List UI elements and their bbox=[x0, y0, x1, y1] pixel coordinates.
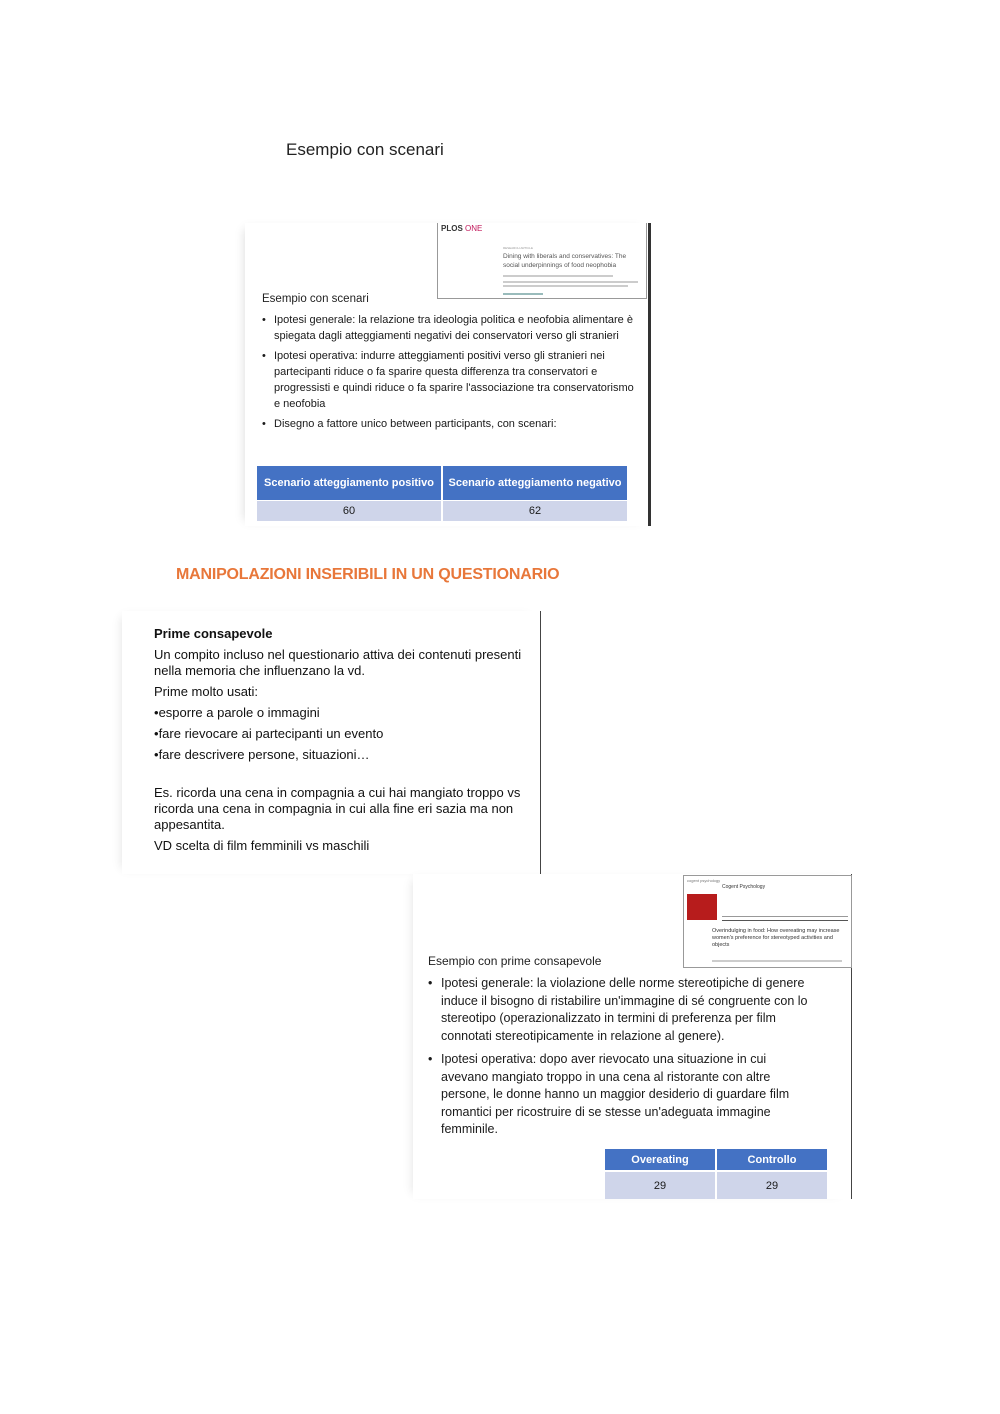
bullet-list bbox=[428, 975, 828, 1145]
slide-scenari bbox=[245, 223, 651, 526]
slide-content bbox=[154, 626, 534, 854]
plos-one-logo bbox=[441, 224, 482, 233]
scenario-table bbox=[257, 466, 629, 521]
paper-thumbnail-cogent bbox=[683, 875, 852, 968]
list-item: •fare descrivere persone, situazioni… bbox=[154, 747, 370, 762]
bullet-item: • Ipotesi operativa: dopo aver rievocato una situazione in cui avevano mangiato troppo in una cena al ristorante con altre persone, le donne hanno un maggior desiderio di guardare film romantici per ricostruire di se stesse un'adeguata immagine femminile. bbox=[428, 1051, 816, 1139]
list-item: •fare rievocare ai partecipanti un evento bbox=[154, 726, 384, 741]
bullet-item: • Ipotesi generale: la relazione tra ideologia politica e neofobia alimentare è spiegata dagli atteggiamenti negativi dei conservatori verso gli stranieri bbox=[262, 312, 637, 344]
table-header: Controllo bbox=[716, 1149, 828, 1171]
paper-title: Dining with liberals and conservatives: The social underpinnings of food neophobia bbox=[503, 253, 627, 269]
page-heading: Esempio con scenari bbox=[286, 140, 444, 159]
cogent-logo: cogent psychology bbox=[687, 878, 721, 883]
slide-title: Esempio con prime consapevole bbox=[428, 954, 602, 968]
list-item-text: fare descrivere persone, situazioni… bbox=[158, 747, 370, 762]
paper-affiliation-line bbox=[503, 281, 638, 283]
logo-one-text: ONE bbox=[465, 224, 483, 233]
bullet-list bbox=[262, 312, 637, 436]
paper-title: Overindulging in food: How overeating may increase women's preference for stereotyped activities and objects bbox=[712, 928, 840, 948]
journal-cover-image bbox=[687, 894, 717, 920]
paper-type: RESEARCH ARTICLE bbox=[503, 246, 533, 250]
paper-thumbnail-plos bbox=[437, 223, 647, 299]
table-cell: 29 bbox=[716, 1171, 828, 1199]
list-item-text: fare rievocare ai partecipanti un evento bbox=[158, 726, 384, 741]
bullet-item: • Ipotesi generale: la violazione delle norme stereotipiche di genere induce il bisogno di ristabilire un'immagine di sé congruente con lo stereotipo (operazionalizzato in termini di preferenza per film connotati stereotipicamente in relazione al genere). bbox=[428, 975, 828, 1045]
example-text: Es. ricorda una cena in compagnia a cui hai mangiato troppo vs ricorda una cena in compagnia in cui alla fine eri sazia ma non appesantita. bbox=[154, 785, 521, 832]
bullet-item: • Ipotesi operativa: indurre atteggiamenti positivi verso gli stranieri nei partecipanti riduce o fa sparire questa differenza tra conservatori e progressisti e quindi riduce o fa sparire l'associazione tra conservatorismo e neofobia bbox=[262, 348, 637, 412]
paper-divider bbox=[722, 920, 848, 921]
table-cell: 29 bbox=[605, 1171, 716, 1199]
table-header: Overeating bbox=[605, 1149, 716, 1171]
slide-title: Prime consapevole bbox=[154, 626, 273, 641]
paper-affiliation-line bbox=[503, 285, 628, 287]
list-item-text: esporre a parole o immagini bbox=[158, 705, 320, 720]
table-header: Scenario atteggiamento negativo bbox=[442, 466, 628, 501]
paper-doi-line bbox=[722, 916, 848, 917]
slide-esempio-prime bbox=[413, 874, 852, 1199]
vd-text: VD scelta di film femminili vs maschili bbox=[154, 838, 370, 853]
table-header: Scenario atteggiamento positivo bbox=[257, 466, 442, 501]
paper-author-line bbox=[712, 960, 842, 962]
section-heading: MANIPOLAZIONI INSERIBILI IN UN QUESTIONARIO bbox=[176, 566, 560, 583]
slide-title: Esempio con scenari bbox=[262, 293, 369, 305]
intro-text: Un compito incluso nel questionario attiva dei contenuti presenti nella memoria che influenzano la vd. bbox=[154, 647, 522, 678]
table-cell: 62 bbox=[442, 501, 628, 522]
list-item: •esporre a parole o immagini bbox=[154, 705, 320, 720]
condition-table bbox=[605, 1149, 829, 1199]
journal-name: Cogent Psychology bbox=[722, 884, 766, 890]
table-cell: 60 bbox=[257, 501, 442, 522]
bullet-item: • Disegno a fattore unico between participants, con scenari: bbox=[262, 416, 637, 432]
used-label: Prime molto usati: bbox=[154, 684, 259, 699]
slide-prime-consapevole bbox=[122, 611, 541, 874]
paper-email-line bbox=[503, 293, 543, 295]
paper-author-line bbox=[503, 275, 613, 277]
logo-plos-text: PLOS bbox=[441, 224, 463, 233]
